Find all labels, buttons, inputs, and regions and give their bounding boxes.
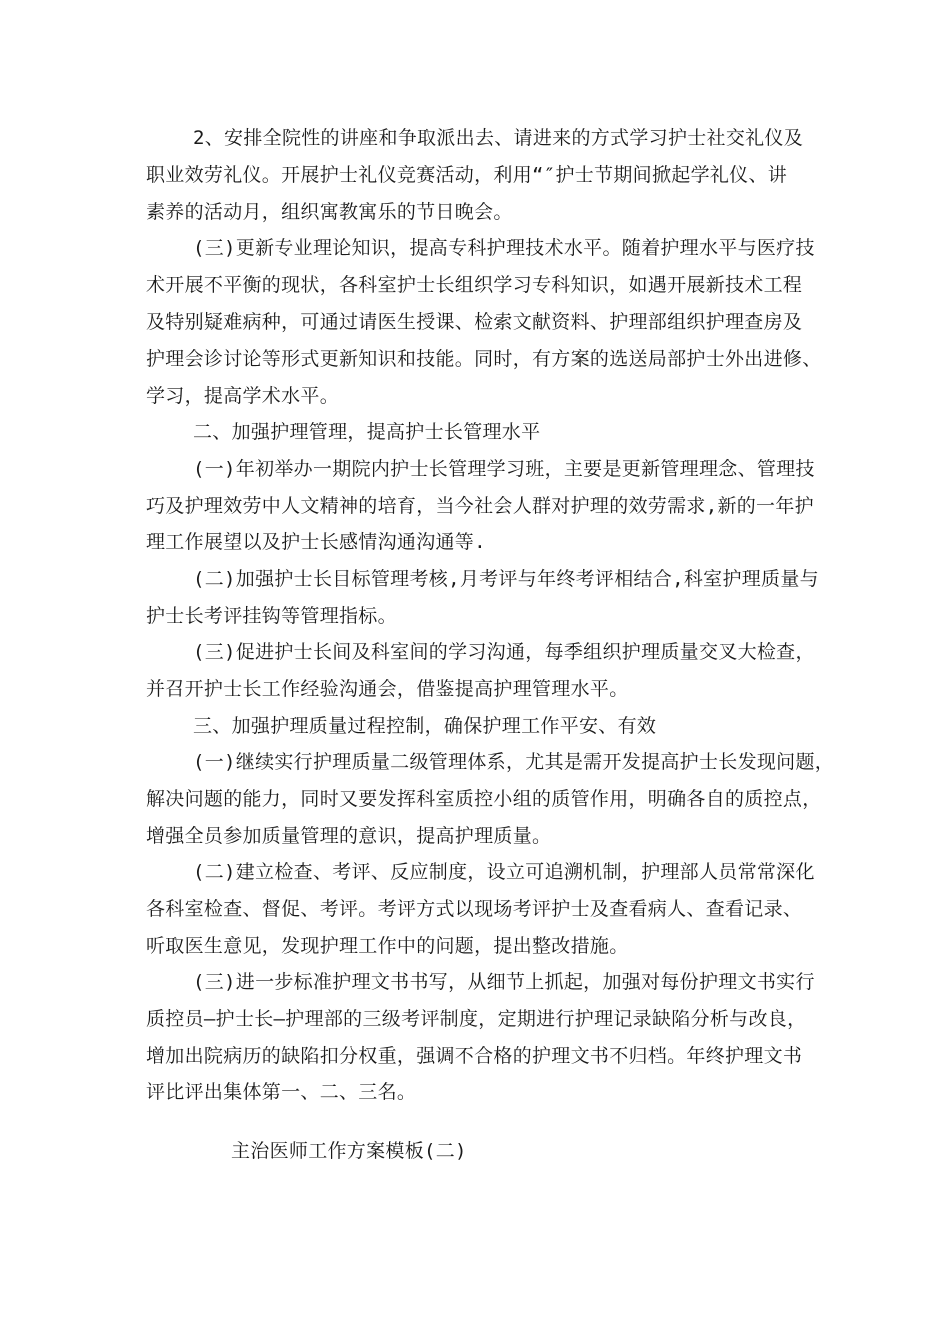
paragraph-line: 2、安排全院性的讲座和争取派出去、请进来的方式学习护士社交礼仪及 (193, 127, 804, 149)
paragraph-line: 巧及护理效劳中人文精神的培育，当今社会人群对护理的效劳需求,新的一年护 (146, 495, 814, 517)
paragraph-line: 并召开护士长工作经验沟通会，借鉴提高护理管理水平。 (146, 678, 629, 700)
paragraph-line: 解决问题的能力，同时又要发挥科室质控小组的质管作用，明确各自的质控点， (146, 788, 822, 810)
paragraph-line: (三)促进护士长间及科室间的学习沟通，每季组织护理质量交叉大检查， (193, 641, 815, 663)
paragraph-line: (二)建立检查、考评、反应制度，设立可追溯机制，护理部人员常常深化 (193, 861, 815, 883)
paragraph-line: (一)继续实行护理质量二级管理体系，尤其是需开发提高护士长发现问题， (193, 751, 835, 773)
paragraph-line: 增强全员参加质量管理的意识，提高护理质量。 (146, 825, 552, 847)
paragraph-line: 术开展不平衡的现状，各科室护士长组织学习专科知识，如遇开展新技术工程 (146, 274, 803, 296)
paragraph-line: (三)更新专业理论知识，提高专科护理技术水平。随着护理水平与医疗技 (193, 237, 815, 259)
paragraph-line: 护士长考评挂钩等管理指标。 (146, 605, 397, 627)
paragraph-line: 听取医生意见，发现护理工作中的问题，提出整改措施。 (146, 935, 629, 957)
paragraph-line: 素养的活动月，组织寓教寓乐的节日晚会。 (146, 201, 513, 223)
paragraph-line: 各科室检查、督促、考评。考评方式以现场考评护士及查看病人、查看记录、 (146, 898, 803, 920)
paragraph-line: (二)加强护士长目标管理考核,月考评与年终考评相结合,科室护理质量与 (193, 568, 819, 590)
paragraph-line: 评比评出集体第一、二、三名。 (146, 1081, 417, 1103)
section-title: 主治医师工作方案模板(二) (231, 1140, 467, 1162)
section-heading-line: 二、加强护理管理，提高护士长管理水平 (193, 421, 541, 443)
paragraph-line: 理工作展望以及护士长感情沟通沟通等. (146, 531, 486, 553)
paragraph-line: 学习，提高学术水平。 (146, 385, 340, 407)
paragraph-line: (三)进一步标准护理文书书写，从细节上抓起，加强对每份护理文书实行 (193, 971, 815, 993)
paragraph-line: 增加出院病历的缺陷扣分权重，强调不合格的护理文书不归档。年终护理文书 (146, 1045, 803, 1067)
paragraph-line: 及特别疑难病种，可通过请医生授课、检索文献资料、护理部组织护理查房及 (146, 311, 803, 333)
paragraph-line: (一)年初举办一期院内护士长管理学习班，主要是更新管理理念、管理技 (193, 458, 815, 480)
paragraph-line: 质控员—护士长—护理部的三级考评制度，定期进行护理记录缺陷分析与改良， (146, 1008, 807, 1030)
paragraph-line: 护理会诊讨论等形式更新知识和技能。同时，有方案的选送局部护士外出进修、 (146, 348, 822, 370)
section-heading-line: 三、加强护理质量过程控制，确保护理工作平安、有效 (193, 715, 657, 737)
paragraph-line: 职业效劳礼仪。开展护士礼仪竞赛活动，利用“″护士节期间掀起学礼仪、讲 (146, 164, 788, 186)
